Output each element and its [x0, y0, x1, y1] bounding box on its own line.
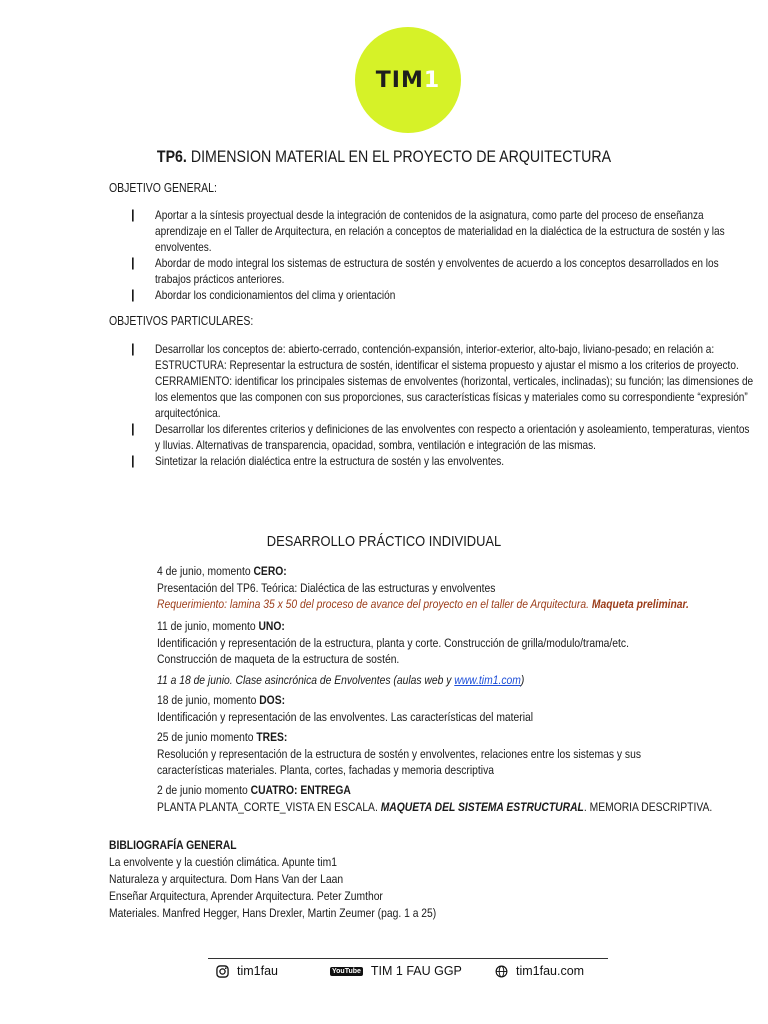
bibliography-heading: BIBLIOGRAFÍA GENERAL — [109, 838, 237, 852]
list-item: | Aportar a la síntesis proyectual desde la integración de contenidos de la asignatura, como parte del proceso de enseñanza aprendizaje en el Taller de Arquitectura, en relación a conceptos de materialidad en la dialéctica de la estructura de sostén y las envolventes. — [131, 207, 725, 254]
bullet-icon: | — [131, 421, 135, 436]
moment-dos: 18 de junio, momento DOS: Identificación y representación de las envolventes. Las características del material — [157, 693, 534, 724]
footer-divider — [208, 958, 608, 959]
footer-youtube[interactable] — [330, 962, 462, 980]
page-title — [54, 148, 714, 167]
bibliography — [109, 837, 613, 922]
footer-instagram[interactable] — [216, 962, 278, 980]
moment-name: CUATRO: ENTREGA — [250, 783, 351, 797]
globe-icon — [495, 965, 508, 978]
moment-cuatro: 2 de junio momento CUATRO: ENTREGA PLANTA PLANTA_CORTE_VISTA EN ESCALA. MAQUETA DEL SISTEMA ESTRUCTURAL. MEMORIA DESCRIPTIVA. — [157, 783, 713, 814]
list-item: | Sintetizar la relación dialéctica entre la estructura de sostén y las envolventes. — [131, 453, 505, 468]
list-item: Enseñar Arquitectura, Aprender Arquitectura. Peter Zumthor — [109, 889, 383, 903]
moment-name: DOS: — [259, 693, 286, 707]
general-objective-heading: OBJETIVO GENERAL: — [109, 181, 217, 195]
instagram-icon — [216, 965, 229, 978]
list-item: Materiales. Manfred Hegger, Hans Drexler, Martin Zeumer (pag. 1 a 25) — [109, 906, 437, 920]
moment-cero: 4 de junio, momento CERO: Presentación del TP6. Teórica: Dialéctica de las estructuras y envolventes Requerimiento: lamina 35 x 50 del proceso de avance del proyecto en el taller de Arquitectura. Maqueta preliminar. — [157, 564, 689, 611]
moment-uno: 11 de junio, momento UNO: Identificación y representación de la estructura, planta y corte. Construcción de grilla/modulo/trama/etc. Construcción de maqueta de la estructura de sostén. — [157, 619, 629, 666]
bullet-icon: | — [131, 341, 135, 356]
youtube-channel: TIM 1 FAU GGP — [370, 964, 462, 978]
youtube-icon: YouTube — [332, 967, 361, 975]
logo-text: TIM1 — [375, 67, 441, 93]
moment-name: TRES: — [256, 730, 288, 744]
bullet-icon: | — [131, 453, 135, 468]
list-item: | Desarrollar los diferentes criterios y definiciones de las envolventes con respecto a orientación y asoleamiento, temperaturas, vientos y lluvias. Alternativas de transparencia, opacidad, sombra, ventilación e integración de las mismas. — [131, 421, 750, 452]
moment-name: UNO: — [258, 619, 285, 633]
bullet-icon: | — [131, 207, 135, 222]
tim1-logo — [355, 27, 461, 133]
estructura-text: ESTRUCTURA: Representar la estructura de sostén, identificar el sistema propuesto y ajustar el mismo a los criterios de proyecto. — [155, 358, 739, 372]
list-item: | Abordar de modo integral los sistemas de estructura de sostén y envolventes de acuerdo a los conceptos desarrollados en los trabajos prácticos anteriores. — [131, 255, 719, 286]
list-item: La envolvente y la cuestión climática. Apunte tim1 — [109, 855, 337, 869]
particular-objectives-heading: OBJETIVOS PARTICULARES: — [109, 314, 254, 328]
development-heading: DESARROLLO PRÁCTICO INDIVIDUAL — [266, 533, 502, 550]
particular-objectives-list — [131, 341, 755, 469]
moment-name: CERO: — [253, 564, 287, 578]
footer-web[interactable] — [495, 962, 584, 980]
instagram-handle: tim1fau — [237, 964, 278, 978]
tim1-link[interactable]: www.tim1.com — [454, 673, 521, 687]
bullet-icon: | — [131, 287, 135, 302]
list-item: | Abordar los condicionamientos del clima y orientación — [131, 287, 396, 302]
moment-tres: 25 de junio momento TRES: Resolución y representación de la estructura de sostén y envolventes, relaciones entre los sistemas y sus características materiales. Planta, cortes, fachadas y memoria descriptiva — [157, 730, 642, 777]
website: tim1fau.com — [516, 964, 585, 978]
title-text: DIMENSION MATERIAL EN EL PROYECTO DE ARQUITECTURA — [186, 148, 612, 166]
list-item: | Desarrollar los conceptos de: abierto-cerrado, contención-expansión, interior-exterior, alto-bajo, liviano-pesado; en relación a: ESTRUCTURA: Representar la estructura de sostén, identificar el sistema propuesto y ajustar el mismo a los criterios de proyecto. CERRAMIENTO: identificar los principales sistemas de envolventes (horizontal, verticales, inclinadas); su función; las dimensiones de los elementos que las componen con sus proporciones, sus características físicas y materiales como su correspondiente “expresión” arquitectónica. — [131, 341, 754, 420]
cerramiento-text: CERRAMIENTO: identificar los principales sistemas de envolventes (horizontal, verticales, inclinadas); su función; las dimensiones de los elementos que las componen con sus proporciones, sus características físicas y materiales como su correspondiente “expresión” arquitectónica. — [155, 374, 754, 420]
bullet-icon: | — [131, 255, 135, 270]
title-prefix: TP6. — [156, 148, 187, 166]
general-objectives-list — [131, 207, 755, 303]
list-item: Naturaleza y arquitectura. Dom Hans Van der Laan — [109, 872, 344, 886]
async-class-note: 11 a 18 de junio. Clase asincrónica de Envolventes (aulas web y www.tim1.com) — [157, 673, 525, 687]
